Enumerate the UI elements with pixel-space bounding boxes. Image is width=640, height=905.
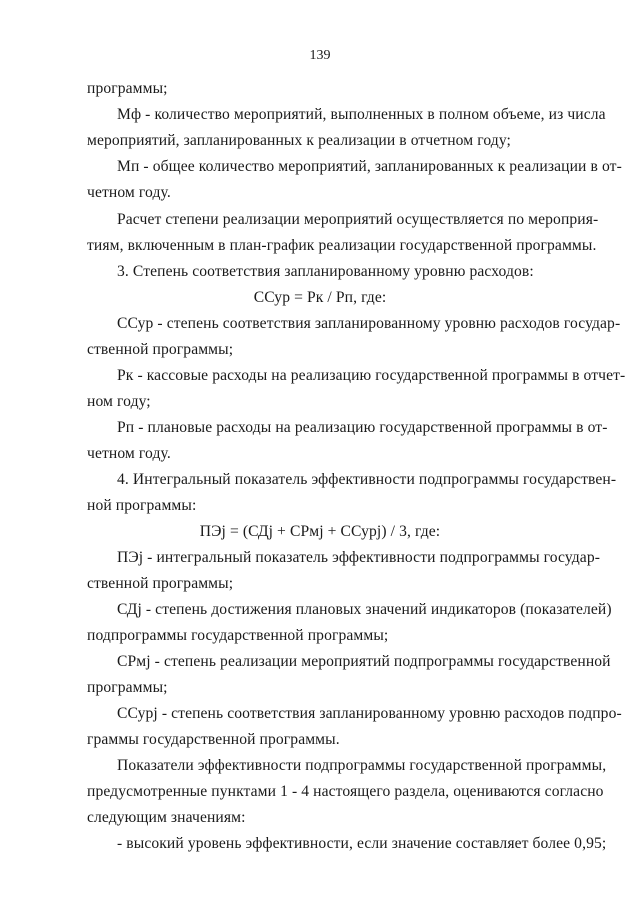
text-line: Мп - общее количество мероприятий, запланированных к реализации в от- (117, 158, 622, 175)
text-line: ССур - степень соответствия запланированному уровню расходов государ- (117, 315, 621, 332)
text-line: ССурj - степень соответствия запланированному уровню расходов подпро- (117, 705, 622, 722)
text-line: Рп - плановые расходы на реализацию государственной программы в от- (117, 419, 608, 436)
text-line: четном году. (87, 445, 171, 462)
text-line: граммы государственной программы. (87, 731, 340, 748)
text-line: ном году; (87, 393, 151, 410)
text-line: Мф - количество мероприятий, выполненных в полном объеме, из числа (117, 106, 606, 123)
text-line: Расчет степени реализации мероприятий осуществляется по мероприя- (117, 211, 599, 228)
text-line: следующим значениям: (87, 809, 246, 826)
text-line: четном году. (87, 184, 171, 201)
text-line: - высокий уровень эффективности, если значение составляет более 0,95; (117, 835, 607, 852)
text-line: 3. Степень соответствия запланированному уровню расходов: (117, 263, 534, 280)
text-line: тиям, включенным в план-график реализации государственной программы. (87, 237, 597, 254)
text-line: подпрограммы государственной программы; (87, 627, 389, 644)
text-line: ССур = Рк / Рп, где: (253, 289, 387, 306)
text-line: программы; (87, 80, 168, 97)
text-line: ПЭj = (СДj + СРмj + ССурj) / 3, где: (199, 523, 441, 540)
text-line: 4. Интегральный показатель эффективности подпрограммы государствен- (117, 471, 617, 488)
text-line: Рк - кассовые расходы на реализацию государственной программы в отчет- (117, 367, 626, 384)
text-line: предусмотренные пунктами 1 - 4 настоящего раздела, оцениваются согласно (87, 783, 604, 800)
text-line: мероприятий, запланированных к реализации в отчетном году; (87, 132, 511, 149)
text-line: СДj - степень достижения плановых значений индикаторов (показателей) (117, 601, 612, 618)
text-line: Показатели эффективности подпрограммы государственной программы, (117, 757, 607, 774)
text-line: ственной программы; (87, 575, 234, 592)
text-line: ственной программы; (87, 341, 234, 358)
text-line: ПЭj - интегральный показатель эффективности подпрограммы государ- (117, 549, 601, 566)
text-line: программы; (87, 679, 168, 696)
text-line: СРмj - степень реализации мероприятий подпрограммы государственной (117, 653, 611, 670)
page-number: 139 (309, 48, 331, 63)
text-line: ной программы: (87, 497, 197, 514)
